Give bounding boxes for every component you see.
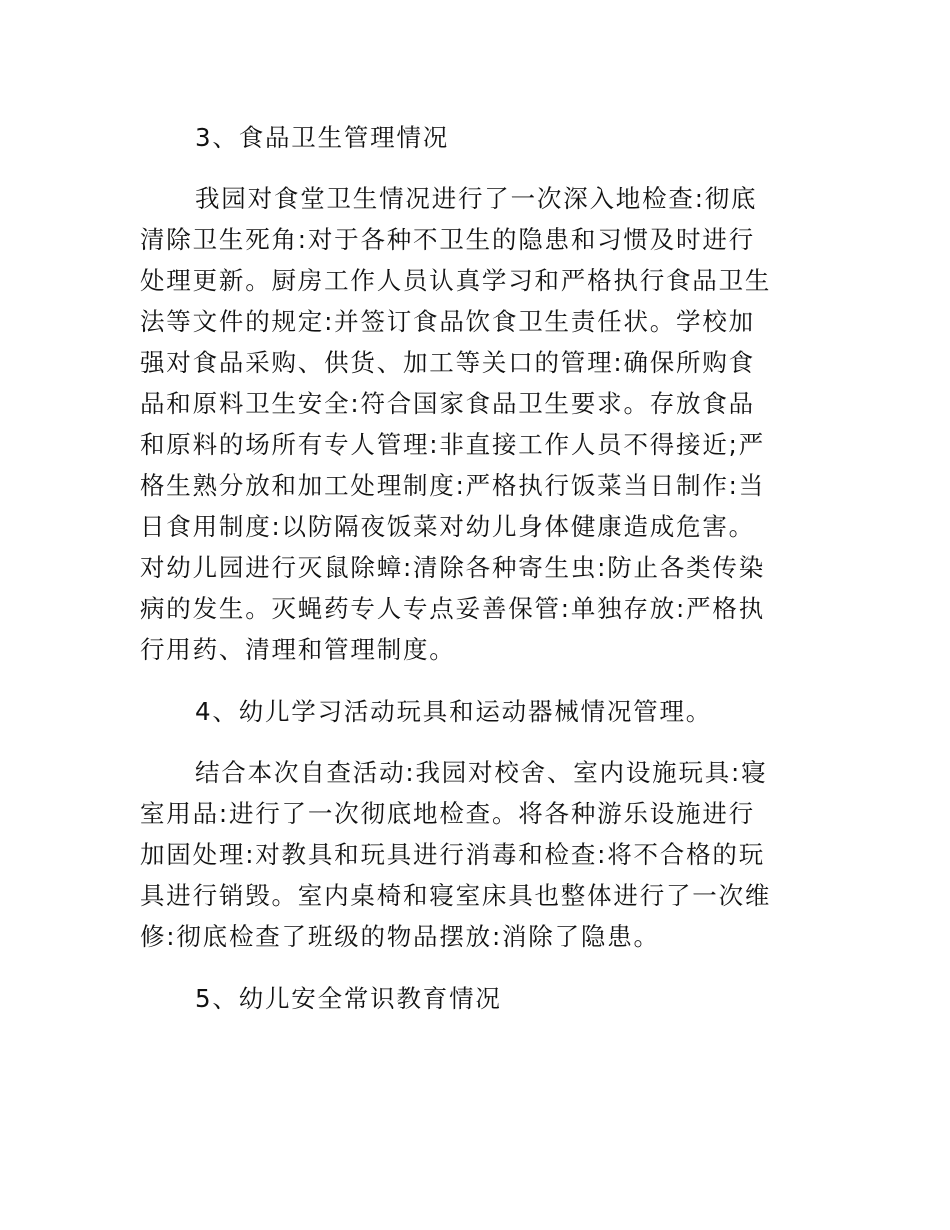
section-heading-5: 5、幼儿安全常识教育情况: [195, 984, 502, 1013]
paragraph-line: 和原料的场所有专人管理:非直接工作人员不得接近;严: [140, 430, 766, 459]
paragraph-line: 格生熟分放和加工处理制度:严格执行饭菜当日制作:当: [140, 471, 766, 500]
paragraph-line: 强对食品采购、供货、加工等关口的管理:确保所购食: [140, 348, 755, 377]
paragraph-line: 修:彻底检查了班级的物品摆放:消除了隐患。: [140, 922, 660, 951]
paragraph-line: 我园对食堂卫生情况进行了一次深入地检查:彻底: [195, 184, 758, 213]
section-heading-3: 3、食品卫生管理情况: [195, 123, 450, 152]
paragraph-line: 清除卫生死角:对于各种不卫生的隐患和习惯及时进行: [140, 225, 755, 254]
paragraph-line: 品和原料卫生安全:符合国家食品卫生要求。存放食品: [140, 389, 755, 418]
paragraph-line: 法等文件的规定:并签订食品饮食卫生责任状。学校加: [140, 307, 755, 336]
paragraph-line: 加固处理:对教具和玩具进行消毒和检查:将不合格的玩: [140, 840, 766, 869]
paragraph-line: 处理更新。厨房工作人员认真学习和严格执行食品卫生: [140, 266, 772, 295]
paragraph-line: 行用药、清理和管理制度。: [140, 635, 456, 664]
paragraph-line: 室用品:进行了一次彻底地检查。将各种游乐设施进行: [140, 799, 755, 828]
paragraph-line: 日食用制度:以防隔夜饭菜对幼儿身体健康造成危害。: [140, 512, 755, 541]
paragraph-line: 病的发生。灭蝇药专人专点妥善保管:单独存放:严格执: [140, 594, 766, 623]
paragraph-line: 具进行销毁。室内桌椅和寝室床具也整体进行了一次维: [140, 881, 772, 910]
paragraph-line: 对幼儿园进行灭鼠除蟑:清除各种寄生虫:防止各类传染: [140, 553, 766, 582]
section-heading-4: 4、幼儿学习活动玩具和运动器械情况管理。: [195, 697, 713, 726]
paragraph-line: 结合本次自查活动:我园对校舍、室内设施玩具:寝: [195, 758, 768, 787]
